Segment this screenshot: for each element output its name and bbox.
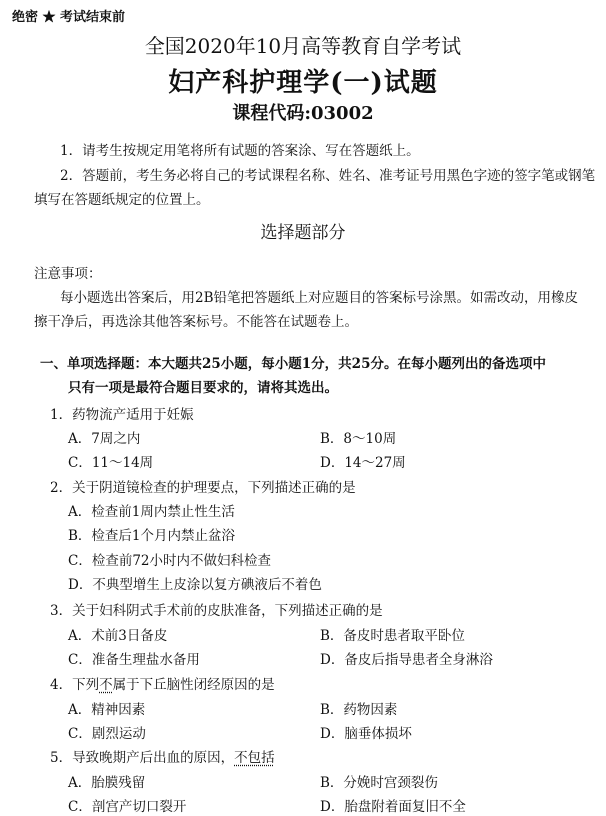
question-2-option-d: D．不典型增生上皮涂以复方碘液后不着色 [68,577,322,593]
question-3-option-a: A．术前3日备皮 [68,628,168,644]
question-5-option-a: A．胎膜残留 [68,775,146,791]
question-5-option-c: C．剖宫产切口裂开 [68,799,187,815]
instruction-1: 1．请考生按规定用笔将所有试题的答案涂、写在答题纸上。 [60,143,420,159]
question-4-option-b: B．药物因素 [320,702,398,718]
question-4-option-d: D．脑垂体损坏 [320,726,412,742]
question-3-stem: 3．关于妇科阴式手术前的皮肤准备，下列描述正确的是 [50,603,383,619]
confidential-label: 绝密 ★ 考试结束前 [12,10,126,25]
question-5-option-b: B．分娩时宫颈裂伤 [320,775,438,791]
question-4-option-a: A．精神因素 [68,702,146,718]
question-1-option-b: B．8～10周 [320,431,397,447]
question-5-emphasis: 不包括 [234,750,275,766]
question-4-emphasis: 不 [99,677,113,693]
notes-line-2: 擦干净后，再选涂其他答案标号。不能答在试题卷上。 [34,314,358,330]
course-code: 课程代码:03002 [232,103,374,124]
question-1-option-d: D．14～27周 [320,455,406,471]
question-1-option-c: C．11～14周 [68,455,154,471]
notes-line-1: 每小题选出答案后，用2B铅笔把答题纸上对应题目的答案标号涂黑。如需改动，用橡皮 [60,290,579,306]
question-3-option-d: D．备皮后指导患者全身淋浴 [320,652,493,668]
question-3-option-b: B．备皮时患者取平卧位 [320,628,465,644]
notes-heading: 注意事项： [34,266,102,282]
question-2-stem: 2．关于阴道镜检查的护理要点，下列描述正确的是 [50,480,356,496]
question-5-stem-prefix: 5．导致晚期产后出血的原因， [50,750,235,766]
question-1-option-a: A．7周之内 [68,431,141,447]
question-4-stem [50,673,275,693]
question-5-stem [50,746,275,766]
section-title: 选择题部分 [260,223,346,243]
question-2-option-c: C．检查前72小时内不做妇科检查 [68,553,272,569]
instruction-2-line-2: 填写在答题纸规定的位置上。 [34,192,210,208]
part-one-heading-line-2: 只有一项是最符合题目要求的，请将其选出。 [68,380,338,396]
part-one-heading-line-1: 一、单项选择题：本大题共25小题，每小题1分，共25分。在每小题列出的备选项中 [40,356,546,372]
question-2-option-a: A．检查前1周内禁止性生活 [68,504,235,520]
instruction-2-line-1: 2．答题前，考生务必将自己的考试课程名称、姓名、准考证号用黑色字迹的签字笔或钢笔 [60,168,596,184]
exam-title: 全国2020年10月高等教育自学考试 [144,34,462,58]
subject-title: 妇产科护理学(一)试题 [168,68,438,98]
question-2-option-b: B．检查后1个月内禁止盆浴 [68,528,236,544]
question-4-option-c: C．剧烈运动 [68,726,146,742]
question-3-option-c: C．准备生理盐水备用 [68,652,200,668]
question-4-stem-suffix: 属于下丘脑性闭经原因的是 [112,677,275,693]
question-1-stem: 1．药物流产适用于妊娠 [50,407,194,423]
question-4-stem-prefix: 4．下列 [50,677,100,693]
question-5-option-d: D．胎盘附着面复旧不全 [320,799,466,815]
